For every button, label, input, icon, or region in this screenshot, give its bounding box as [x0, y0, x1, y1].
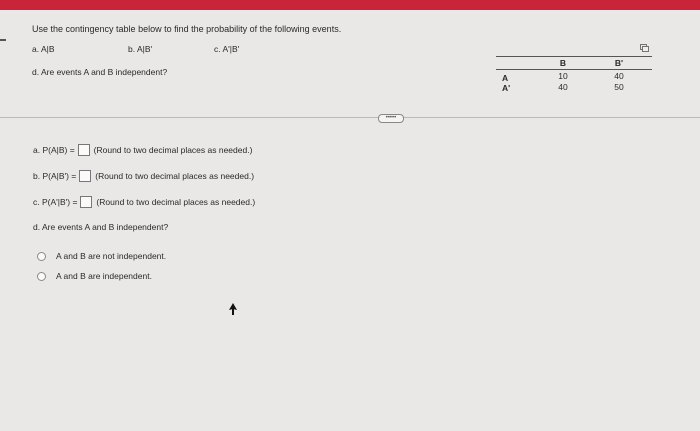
- col-header-b: B: [559, 58, 567, 68]
- copy-table-icon[interactable]: [640, 44, 649, 52]
- side-marker: [0, 39, 6, 41]
- mouse-pointer-icon: [229, 303, 237, 315]
- part-c-label: c. A'|B': [214, 44, 240, 54]
- answer-b-label: b. P(A|B') =: [33, 171, 77, 181]
- cell-a-prime-b: 40: [558, 82, 568, 92]
- answer-c-hint: (Round to two decimal places as needed.): [96, 197, 256, 207]
- part-a-label: a. A|B: [32, 44, 55, 54]
- section-divider: [0, 117, 700, 118]
- option-independent[interactable]: [37, 271, 152, 281]
- radio-independent[interactable]: [37, 272, 46, 281]
- answer-row-b: [33, 170, 254, 182]
- answer-a-hint: (Round to two decimal places as needed.): [93, 145, 253, 155]
- cell-a-prime-b-prime: 50: [614, 82, 624, 92]
- answer-row-a: [33, 144, 252, 156]
- part-b-label: b. A|B': [128, 44, 153, 54]
- answer-c-input[interactable]: [80, 196, 92, 208]
- option-not-independent-label[interactable]: A and B are not independent.: [56, 251, 167, 261]
- cell-a-b: 10: [558, 71, 568, 81]
- option-not-independent[interactable]: [37, 251, 166, 261]
- table-rule-top: [496, 56, 652, 57]
- cell-a-b-prime: 40: [614, 71, 624, 81]
- col-header-b-prime: B': [614, 58, 624, 68]
- answer-a-input[interactable]: [78, 144, 90, 156]
- answer-c-label: c. P(A'|B') =: [33, 197, 78, 207]
- row-label-a: A: [502, 73, 509, 83]
- answer-row-c: [33, 196, 255, 208]
- answer-d-question: d. Are events A and B independent?: [33, 222, 169, 232]
- table-rule-header: [496, 69, 652, 70]
- expand-question-button[interactable]: •••••: [378, 114, 404, 123]
- option-independent-label[interactable]: A and B are independent.: [56, 271, 152, 281]
- top-accent-bar: [0, 0, 700, 10]
- question-part-d: d. Are events A and B independent?: [32, 67, 168, 77]
- answer-b-hint: (Round to two decimal places as needed.): [95, 171, 255, 181]
- answer-a-label: a. P(A|B) =: [33, 145, 75, 155]
- row-label-a-prime: A': [502, 83, 511, 93]
- question-intro: Use the contingency table below to find the probability of the following events.: [32, 24, 342, 34]
- radio-not-independent[interactable]: [37, 252, 46, 261]
- answer-b-input[interactable]: [79, 170, 91, 182]
